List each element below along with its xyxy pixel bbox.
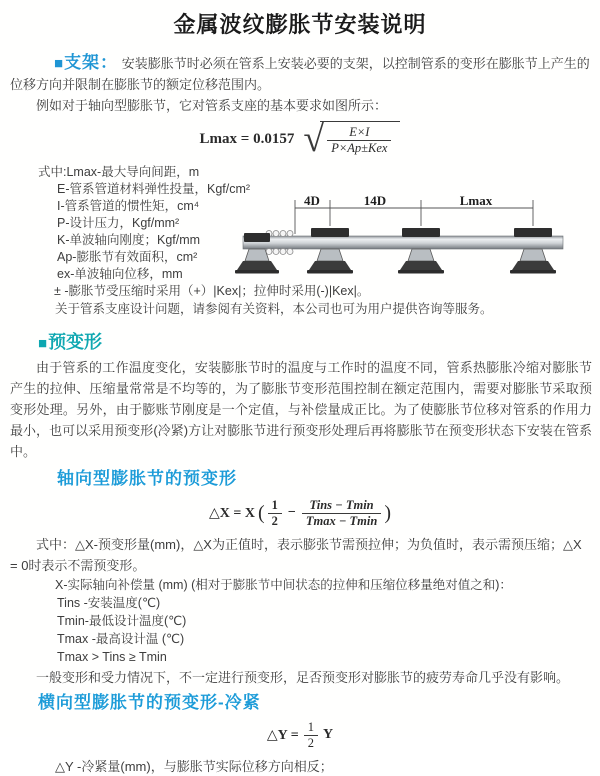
support-section-header: 支架： [64,53,119,72]
fraction [327,125,391,156]
axial-predeform-heading: 轴向型膨胀节的预变形 [57,469,237,488]
definition-line: E-管系管道材料弹性投量，Kgf/cm² [57,182,251,196]
pipe-guide-support [398,228,444,274]
formula-lhs: △Y = [266,727,299,743]
definition-line: I-管系管道的惯性矩，cm⁴ [57,199,200,213]
fraction-denominator: Tmax − Tmin [302,513,381,529]
dim-label-4d: 4D [304,193,320,208]
radical-sign-icon: √ [303,118,325,160]
dim-label-lmax: Lmax [459,193,493,208]
formula-lhs: △X = X [208,505,255,521]
predeform-body-text: 由于管系的工作温度变化，安装膨胀节时的温度与工作时的温度不同，管系热膨胀冷缩对膨胀节产生的拉伸、压缩量常常是不均等的，为了膨胀节变形范围控制在额定范围内，需要对膨胀节采取预变形处理。另外，由于膨账节刚度是一个定值，与补偿量成正比。为了使膨胀节位移对管系的作用力最小，也可以采用预变形(冷紧)方让对膨胀节进行预变形处理后再将膨胀节在预变形状态下安装在管系中。 [10,360,592,459]
minus-operator: − [287,505,296,520]
axial-symbol-definitions [57,576,600,666]
predeform-section-header [38,331,600,355]
definition-line: P-设计压力，Kgf/mm² [57,216,180,230]
support-example-text: 例如对于轴向型膨胀节，它对管系支座的基本要求如图所示： [36,98,388,113]
pipe-support-diagram [243,192,595,284]
definition-line: Ap-膨胀节有效面积，cm² [57,250,198,264]
formula-rhs: Y [322,727,334,742]
definition-line: K-单波轴向刚度；Kgf/mm [57,233,201,247]
one-half-fraction [268,498,282,529]
lmax-guide-spacing-formula [0,118,600,160]
formula-denominator: P×Ap±Kex [327,140,391,156]
formula-lhs: Lmax = 0.0157 [199,130,295,147]
lateral-definition-text: △Y -冷紧量(mm)，与膨胀节实际位移方向相反； [55,759,333,774]
fraction-denominator: 2 [304,735,318,751]
fraction-numerator: 1 [307,719,314,734]
temperature-fraction [302,498,381,529]
definition-line: Tmax > Tins ≥ Tmin [57,650,167,664]
definition-line: Tmin-最低设计温度(℃) [57,614,187,628]
support-intro-text: 安装膨胀节时必须在管系上安装必要的支架，以控制管系的变形在膨胀节上产生的位移方向并限制在膨胀节的额定位移范围内。 [10,56,590,92]
axial-note: 一般变形和受力情况下，不一定进行预变形，足否预变形对膨胀节的疲劳寿命几乎没有影响。 [36,670,570,685]
radicand [320,121,400,156]
one-half-fraction [304,720,318,751]
pipe-guide-support [510,228,556,274]
sqrt-expression [303,118,400,160]
definition-line: ex-单波轴向位移，mm [57,267,183,281]
definition-line: X-实际轴向补偿量 (mm) (相对于膨胀节中间状态的拉伸和压缩位移量绝对值之和)： [55,578,512,592]
section-marker-icon: ■ [54,55,64,72]
formula-numerator: E×I [349,125,370,139]
lateral-predeform-formula [0,721,600,749]
open-paren: ( [257,502,265,524]
section-marker-icon: ■ [38,335,48,352]
lateral-predeform-heading: 横向型膨胀节的预变形-冷紧 [38,693,261,712]
fraction-denominator: 2 [268,513,282,529]
pipe-guide-support [307,228,353,274]
definition-line: 式中:Lmax-最大导向间距，m [38,165,200,179]
axial-predeform-formula [0,497,600,529]
close-paren: ) [384,502,391,524]
definition-line: Tmax -最高设计温 (℃) [57,632,185,646]
dim-label-14d: 14D [363,193,387,208]
predeform-header-text: 预变形 [48,332,103,352]
pipe [243,236,563,249]
fraction-numerator: 1 [271,497,278,512]
support-note: 关于管系支座设计问题，请参阅有关资料，本公司也可为用户提供咨询等服务。 [55,302,493,316]
support-intro-paragraph [10,52,592,95]
page-title: 金属波纹膨胀节安装说明 [173,12,427,37]
fraction-numerator: Tins − Tmin [309,497,374,512]
definition-line: Tins -安装温度(℃) [57,596,161,610]
definition-line: ± -膨胀节受压缩时采用（+）|Kex|；拉伸时采用(-)|Kex|。 [54,284,370,298]
axial-formula-description: 式中：△X-预变形量(mm)，△X为正值时，表示膨张节需预拉伸；为负值时，表示需预压缩；△X = 0时表示不需预变形。 [10,537,582,573]
